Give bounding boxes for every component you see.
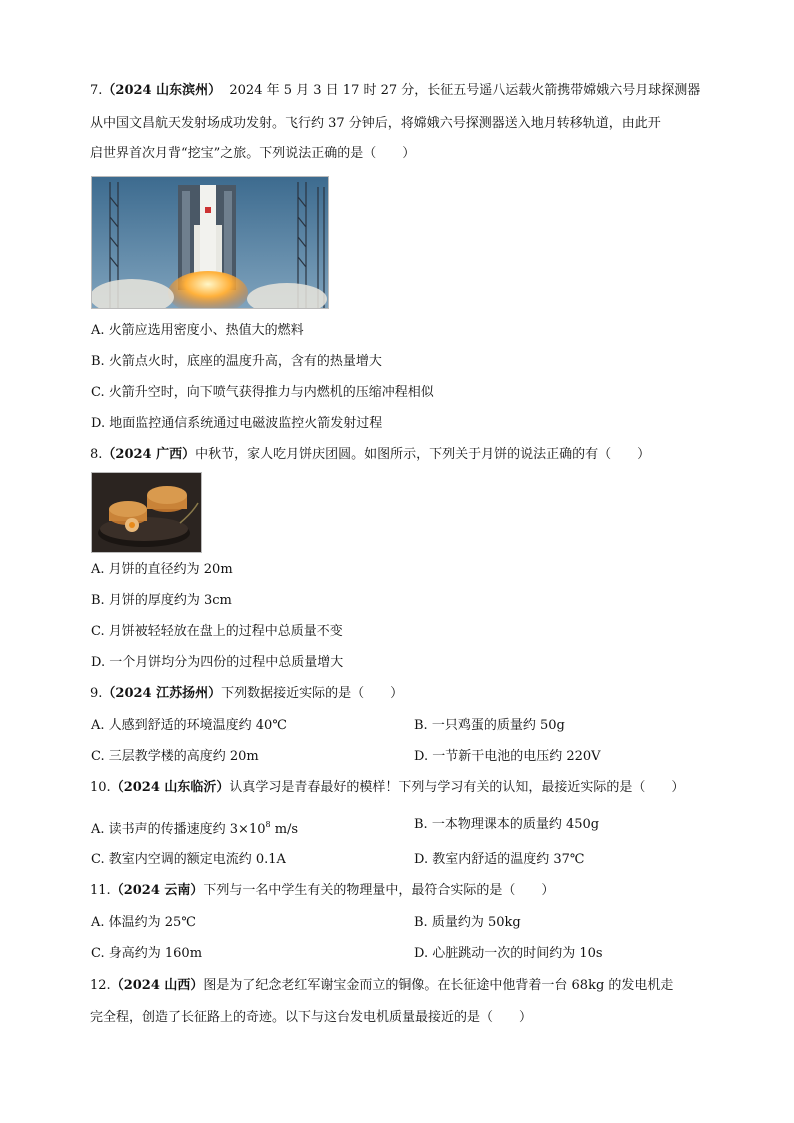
q8-option-d: D. 一个月饼均分为四份的过程中总质量增大 (91, 655, 344, 670)
q10-text: 认真学习是青春最好的模样！下列与学习有关的认知，最接近实际的是（ ） (229, 780, 685, 795)
q10-option-b: B. 一本物理课本的质量约 450g (414, 817, 600, 832)
mooncake-image (91, 472, 202, 553)
q9-number: 9. (90, 686, 103, 701)
q11-option-c: C. 身高约为 160m (91, 946, 203, 961)
q11-option-d: D. 心脏跳动一次的时间约为 10s (414, 946, 603, 961)
q8-number: 8. (90, 447, 103, 462)
q7-option-a: A. 火箭应选用密度小、热值大的燃料 (91, 323, 304, 338)
q10-option-a-unit: m/s (270, 822, 299, 837)
q10-option-a-exponent: 8 (265, 820, 271, 829)
q9-option-b: B. 一只鸡蛋的质量约 50g (414, 718, 565, 733)
q10-option-c: C. 教室内空调的额定电流约 0.1A (91, 852, 286, 867)
q10-stem (90, 778, 684, 798)
q8-text: 中秋节，家人吃月饼庆团圆。如图所示，下列关于月饼的说法正确的有（ ） (195, 447, 651, 462)
q9-option-d: D. 一节新干电池的电压约 220V (414, 749, 601, 764)
rocket-launch-image (91, 176, 329, 309)
q10-number: 10. (90, 780, 111, 795)
q7-number: 7. (90, 83, 103, 98)
q10-option-a-text: A. 读书声的传播速度约 3×10 (91, 822, 266, 837)
q8-option-c: C. 月饼被轻轻放在盘上的过程中总质量不变 (91, 624, 343, 639)
q11-stem (90, 881, 554, 901)
q9-text: 下列数据接近实际的是（ ） (221, 686, 404, 701)
q10-option-d: D. 教室内舒适的温度约 37℃ (414, 852, 585, 867)
q7-source: （2024 山东滨州） (102, 83, 222, 98)
q11-number: 11. (90, 883, 111, 898)
q12-number: 12. (90, 978, 111, 993)
q9-option-c: C. 三层教学楼的高度约 20m (91, 749, 259, 764)
q11-source: （2024 云南） (110, 883, 204, 898)
q7-text-1: 2024 年 5 月 3 日 17 时 27 分，长征五号遥八运载火箭携带嫦娥六号月球探测器 (229, 83, 701, 98)
q10-option-a (91, 815, 298, 840)
q7-option-c: C. 火箭升空时，向下喷气获得推力与内燃机的压缩冲程相似 (91, 385, 434, 400)
q8-option-b: B. 月饼的厚度约为 3cm (91, 593, 232, 608)
q9-stem (90, 684, 403, 704)
q7-stem-line3: 启世界首次月背“挖宝”之旅。下列说法正确的是（ ） (90, 146, 416, 161)
q7-stem-line1 (90, 81, 700, 101)
q11-option-a: A. 体温约为 25℃ (91, 915, 196, 930)
q8-stem (90, 445, 650, 465)
q7-stem-line2: 从中国文昌航天发射场成功发射。飞行约 37 分钟后，将嫦娥六号探测器送入地月转移轨道，由此开 (90, 116, 661, 131)
q7-option-b: B. 火箭点火时，底座的温度升高，含有的热量增大 (91, 354, 382, 369)
q10-source: （2024 山东临沂） (110, 780, 230, 795)
q11-option-b: B. 质量约为 50kg (414, 915, 521, 930)
q11-text: 下列与一名中学生有关的物理量中，最符合实际的是（ ） (203, 883, 555, 898)
q8-option-a: A. 月饼的直径约为 20m (91, 562, 233, 577)
q9-source: （2024 江苏扬州） (102, 686, 222, 701)
q12-stem-line1 (90, 976, 673, 996)
q9-option-a: A. 人感到舒适的环境温度约 40℃ (91, 718, 287, 733)
q8-source: （2024 广西） (102, 447, 196, 462)
q12-text-1: 图是为了纪念老红军谢宝金而立的铜像。在长征途中他背着一台 68kg 的发电机走 (203, 978, 674, 993)
q7-option-d: D. 地面监控通信系统通过电磁波监控火箭发射过程 (91, 416, 383, 431)
q12-stem-line2: 完全程，创造了长征路上的奇迹。以下与这台发电机质量最接近的是（ ） (90, 1010, 533, 1025)
q12-source: （2024 山西） (110, 978, 204, 993)
